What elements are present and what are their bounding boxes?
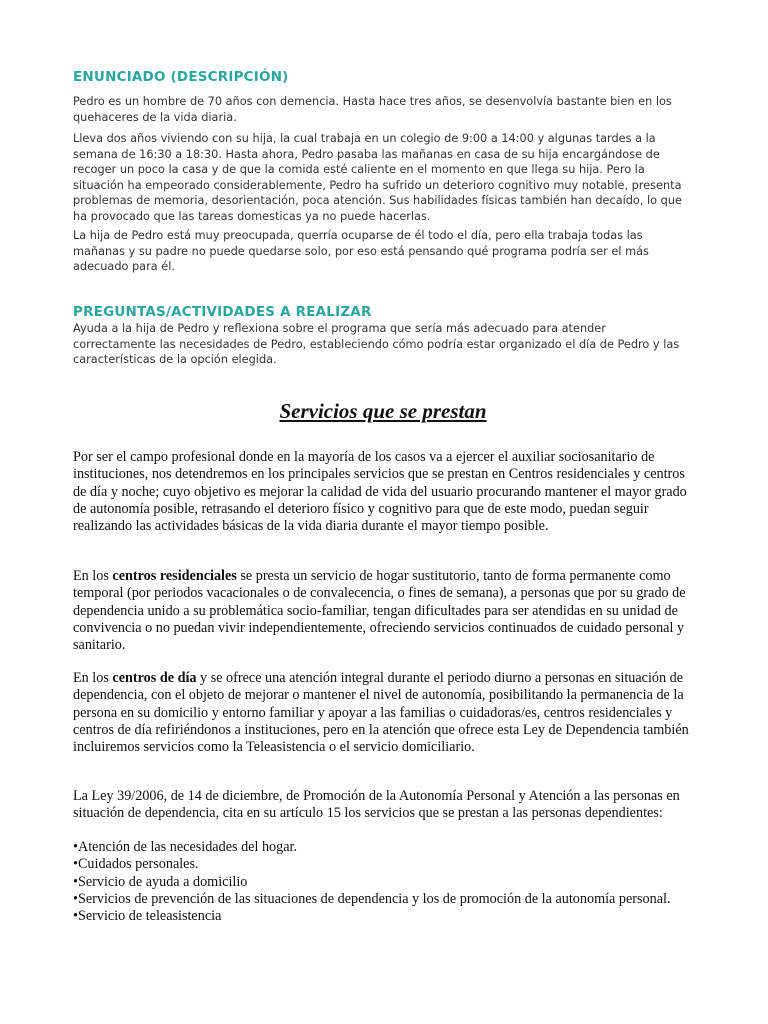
servicios-paragraph-1: Por ser el campo profesional donde en la mayoría de los casos va a ejercer el auxiliar sociosanitario de instituciones, nos detendremos en los principales servicios que se prestan en Centros residenciales y centros de día y noche; cuyo objetivo es mejorar la calidad de vida del usuario procurando mantener el mayor grado de autonomía posible, retrasando el deterioro físico y cognitivo para que de este modo, puedan seguir realizando las actividades básicas de la vida diaria durante el mayor tiempo posible. <box>73 449 687 535</box>
bullet-icon: • <box>73 890 78 907</box>
bullet-icon: • <box>73 839 78 855</box>
list-item-text: Servicios de prevención de las situaciones de dependencia y los de promoción de la autonomía personal. <box>77 890 671 907</box>
enunciado-paragraph-2: Lleva dos años viviendo con su hija, la cual trabaja en un colegio de 9:00 a 14:00 y algunas tardes a la semana de 16:30 a 18:30. Hasta ahora, Pedro pasaba las mañanas en casa de su hija encargándose de recoger un poco la casa y de que la comida esté caliente en el momento en que llega su hija. Pero la situación ha empeorado considerablemente, Pedro ha sufrido un deterioro cognitivo muy notable, presenta problemas de memoria, desorientación, poca atención. Sus habilidades físicas también han decaído, lo que ha provocado que las tareas domesticas ya no puede hacerlas. <box>73 132 682 223</box>
list-item <box>73 891 693 908</box>
servicios-title: Servicios que se prestan <box>279 399 487 423</box>
bullet-icon: • <box>73 856 78 873</box>
list-item <box>73 908 693 925</box>
list-item <box>73 856 693 873</box>
paragraph-body: se presta un servicio de hogar sustitutorio, tanto de forma permanente como temporal (por periodos vacacionales o de convalecencia, o fines de semana), a personas que por su grado de dependencia unido a su problemática socio-familiar, tengan dificultades para ser atendidas en su unidad de convivencia o no puedan vivir independientemente, ofreciendo servicios continuados de cuidado personal y sanitario. <box>73 568 686 654</box>
preguntas-heading: PREGUNTAS/ACTIVIDADES A REALIZAR <box>73 304 372 320</box>
enunciado-paragraph-3: La hija de Pedro está muy preocupada, querría ocuparse de él todo el día, pero ella trabaja todas las mañanas y su padre no puede quedarse solo, por eso está pensando qué programa podría ser el más adecuado para él. <box>73 229 649 274</box>
enunciado-paragraph-1: Pedro es un hombre de 70 años con demencia. Hasta hace tres años, se desenvolvía bastante bien en los quehaceres de la vida diaria. <box>73 95 672 124</box>
list-item-text: Servicio de teleasistencia <box>77 908 222 925</box>
services-list <box>73 839 693 925</box>
list-item <box>73 839 693 856</box>
enunciado-heading: ENUNCIADO (DESCRIPCIÓN) <box>73 69 289 85</box>
servicios-paragraph-dia <box>73 670 693 756</box>
bullet-icon: • <box>73 873 78 890</box>
paragraph-prefix: En los <box>73 568 113 584</box>
paragraph-prefix: En los <box>73 670 113 686</box>
list-item-text: Atención de las necesidades del hogar. <box>77 839 298 855</box>
servicios-paragraph-ley: La Ley 39/2006, de 14 de diciembre, de Promoción de la Autonomía Personal y Atención a las personas en situación de dependencia, cita en su artículo 15 los servicios que se prestan a las personas dependientes: <box>73 788 680 822</box>
paragraph-body: y se ofrece una atención integral durante el periodo diurno a personas en situación de dependencia, con el objeto de mejorar o mantener el nivel de autonomía, posibilitando la permanencia de la persona en su domicilio y entorno familiar y apoyar a las familias o cuidadoras/es, centros residenciales y centros de día refiriéndonos a instituciones, pero en la atención que ofrece esta Ley de Dependencia también incluiremos servicios como la Teleasistencia o el servicio domiciliario. <box>73 670 689 756</box>
list-item-text: Cuidados personales. <box>77 856 199 873</box>
servicios-paragraph-residenciales <box>73 568 693 654</box>
list-item <box>73 874 693 891</box>
centros-residenciales-term: centros residenciales <box>112 568 237 584</box>
preguntas-paragraph: Ayuda a la hija de Pedro y reflexiona sobre el programa que sería más adecuado para atender correctamente las necesidades de Pedro, estableciendo cómo podría estar organizado el día de Pedro y las características de la opción elegida. <box>73 322 680 367</box>
centros-de-dia-term: centros de día <box>112 670 197 686</box>
bullet-icon: • <box>73 908 78 925</box>
list-item-text: Servicio de ayuda a domicilio <box>77 873 248 890</box>
